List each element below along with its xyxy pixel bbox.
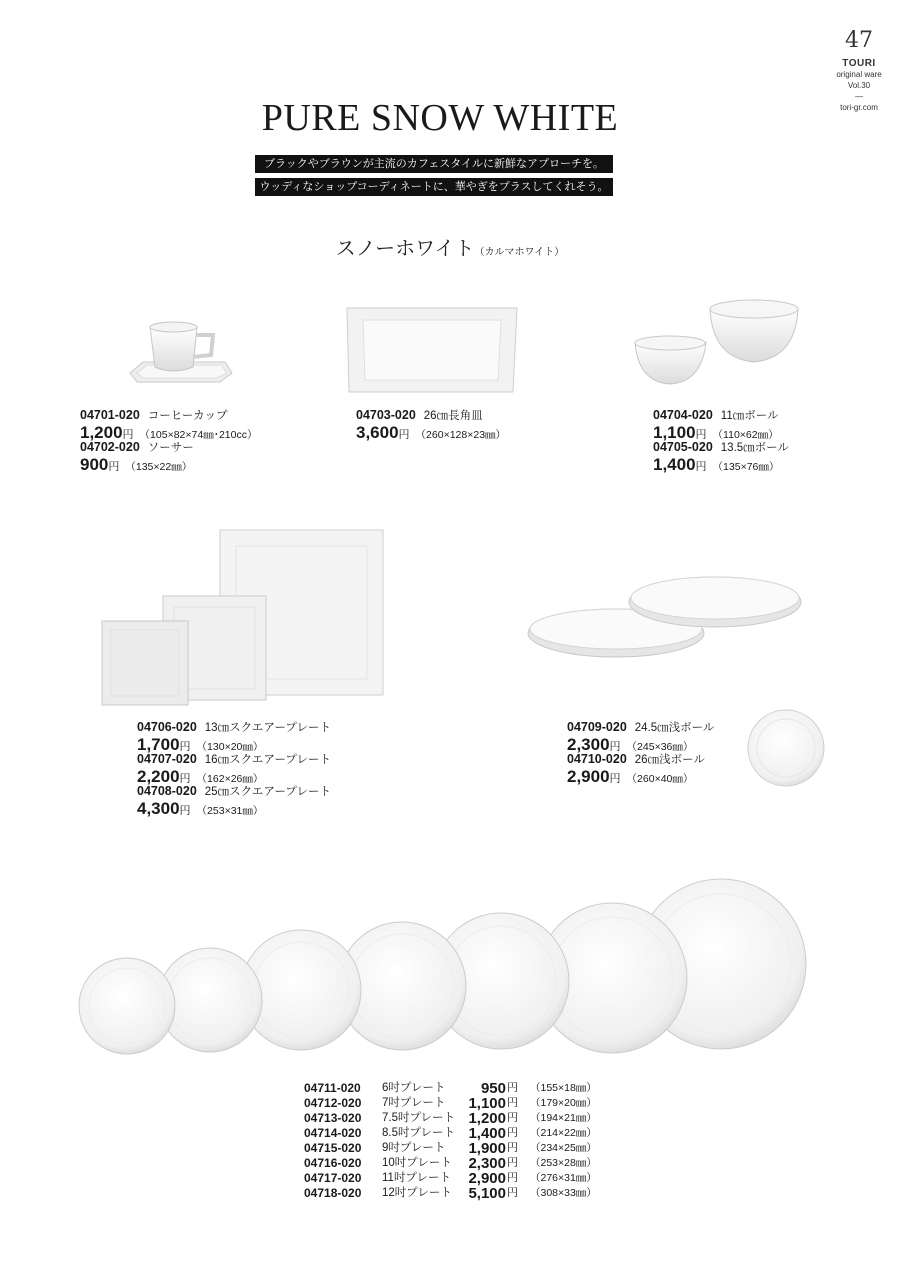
coffee-cup-saucer-image (125, 315, 235, 390)
square-plates-image (100, 528, 388, 708)
plate-price: 950 (480, 1080, 506, 1097)
plate-code: 04712-020 (304, 1096, 362, 1110)
plate-price: 1,900 (468, 1140, 506, 1157)
brand-block (824, 58, 894, 113)
currency-unit: 円 (507, 1142, 518, 1154)
product-label (567, 720, 714, 756)
currency-unit: 円 (507, 1127, 518, 1139)
plate-dimensions: （179×20㎜） (530, 1097, 597, 1109)
product-price: 1,100 (653, 423, 696, 442)
currency-unit: 円 (507, 1172, 518, 1184)
product-price: 2,300 (567, 735, 610, 754)
plate-name: 6吋プレート (382, 1082, 446, 1094)
plate-price: 2,300 (468, 1155, 506, 1172)
plate-name: 8.5吋プレート (382, 1127, 456, 1139)
product-code: 04710-020 (567, 752, 627, 766)
product-name: 26㎝浅ボール (634, 754, 705, 766)
product-label (137, 720, 331, 756)
product-name: 13.5㎝ボール (720, 442, 789, 454)
plate-price: 1,100 (468, 1095, 506, 1112)
product-label (80, 440, 194, 476)
product-label (80, 408, 257, 444)
product-code: 04707-020 (137, 752, 197, 766)
product-dimensions: （162×26㎜） (196, 773, 264, 785)
product-name: コーヒーカップ (147, 410, 228, 422)
product-dimensions: （260×128×23㎜） (415, 429, 507, 441)
plate-dimensions: （194×21㎜） (530, 1112, 597, 1124)
long-rectangle-plate-image (345, 306, 520, 394)
plate-dimensions: （214×22㎜） (530, 1127, 597, 1139)
product-code: 04708-020 (137, 784, 197, 798)
currency-unit: 円 (695, 461, 707, 473)
currency-unit: 円 (507, 1082, 518, 1094)
plate-price: 5,100 (468, 1185, 506, 1202)
plate-code: 04715-020 (304, 1141, 362, 1155)
series-subtitle (300, 232, 600, 261)
plate-code: 04713-020 (304, 1111, 362, 1125)
product-dimensions: （135×76㎜） (712, 461, 780, 473)
round-plates-image (70, 855, 815, 1075)
product-code: 04702-020 (80, 440, 140, 454)
product-price: 1,200 (80, 423, 123, 442)
currency-unit: 円 (507, 1112, 518, 1124)
product-name: 25㎝スクエアープレート (204, 786, 331, 798)
product-label (653, 440, 789, 476)
tagline-1: ブラックやブラウンが主流のカフェスタイルに新鮮なアプローチを。 (255, 155, 613, 173)
plate-dimensions: （253×28㎜） (530, 1157, 597, 1169)
currency-unit: 円 (108, 461, 120, 473)
product-dimensions: （245×36㎜） (626, 741, 694, 753)
product-code: 04709-020 (567, 720, 627, 734)
currency-unit: 円 (179, 741, 191, 753)
product-label (137, 752, 331, 788)
product-label (567, 752, 705, 788)
product-dimensions: （135×22㎜） (125, 461, 193, 473)
plate-code: 04716-020 (304, 1156, 362, 1170)
currency-unit: 円 (179, 805, 191, 817)
plate-dimensions: （308×33㎜） (530, 1187, 597, 1199)
product-name: 16㎝スクエアープレート (204, 754, 331, 766)
product-code: 04705-020 (653, 440, 713, 454)
product-dimensions: （253×31㎜） (196, 805, 264, 817)
currency-unit: 円 (398, 429, 410, 441)
product-price: 2,200 (137, 767, 180, 786)
plate-dimensions: （276×31㎜） (530, 1172, 597, 1184)
plate-code: 04711-020 (304, 1081, 361, 1095)
plate-price: 1,200 (468, 1110, 506, 1127)
product-price: 4,300 (137, 799, 180, 818)
series-name: スノーホワイト (335, 236, 475, 260)
currency-unit: 円 (507, 1187, 518, 1199)
plate-code: 04717-020 (304, 1171, 362, 1185)
currency-unit: 円 (609, 741, 621, 753)
product-name: 11㎝ボール (720, 410, 779, 422)
product-label (653, 408, 779, 444)
plate-code: 04714-020 (304, 1126, 362, 1140)
plate-price: 2,900 (468, 1170, 506, 1187)
product-price: 3,600 (356, 423, 399, 442)
brand-subtitle: original ware (836, 70, 882, 79)
product-code: 04703-020 (356, 408, 416, 422)
plate-dimensions: （234×25㎜） (530, 1142, 597, 1154)
brand-dash: — (855, 92, 863, 101)
product-price: 900 (80, 455, 109, 474)
product-name: 24.5㎝浅ボール (634, 722, 715, 734)
plate-code: 04718-020 (304, 1186, 362, 1200)
tagline-2: ウッディなショップコーディネートに、華やぎをプラスしてくれそう。 (255, 178, 613, 196)
product-code: 04706-020 (137, 720, 197, 734)
currency-unit: 円 (695, 429, 707, 441)
product-label (356, 408, 506, 444)
series-note: （カルマホワイト） (474, 247, 565, 258)
currency-unit: 円 (507, 1097, 518, 1109)
plate-dimensions: （155×18㎜） (530, 1082, 597, 1094)
page-title: PURE SNOW WHITE (261, 97, 619, 139)
product-code: 04704-020 (653, 408, 713, 422)
bowls-image (632, 298, 807, 393)
product-label (137, 784, 331, 820)
product-price: 1,400 (653, 455, 696, 474)
product-name: 26㎝長角皿 (423, 410, 483, 422)
plate-name: 9吋プレート (382, 1142, 446, 1154)
page-number: 47 (845, 28, 873, 53)
product-dimensions: （110×62㎜） (712, 429, 779, 441)
product-price: 1,700 (137, 735, 180, 754)
plate-name: 10吋プレート (382, 1157, 452, 1169)
website-label: tori-gr.com (840, 103, 878, 112)
product-dimensions: （105×82×74㎜･210cc） (139, 429, 258, 441)
volume-label: Vol.30 (847, 81, 871, 90)
brand-name: TOURI (842, 58, 876, 69)
currency-unit: 円 (507, 1157, 518, 1169)
product-name: ソーサー (147, 442, 194, 454)
product-name: 13㎝スクエアープレート (204, 722, 331, 734)
plate-price: 1,400 (468, 1125, 506, 1142)
product-dimensions: （260×40㎜） (626, 773, 694, 785)
plate-name: 7吋プレート (382, 1097, 446, 1109)
plate-name: 7.5吋プレート (382, 1112, 456, 1124)
product-dimensions: （130×20㎜） (196, 741, 264, 753)
currency-unit: 円 (179, 773, 191, 785)
plate-name: 12吋プレート (382, 1187, 452, 1199)
currency-unit: 円 (122, 429, 134, 441)
product-code: 04701-020 (80, 408, 140, 422)
plate-name: 11吋プレート (382, 1172, 451, 1184)
currency-unit: 円 (609, 773, 621, 785)
product-price: 2,900 (567, 767, 610, 786)
